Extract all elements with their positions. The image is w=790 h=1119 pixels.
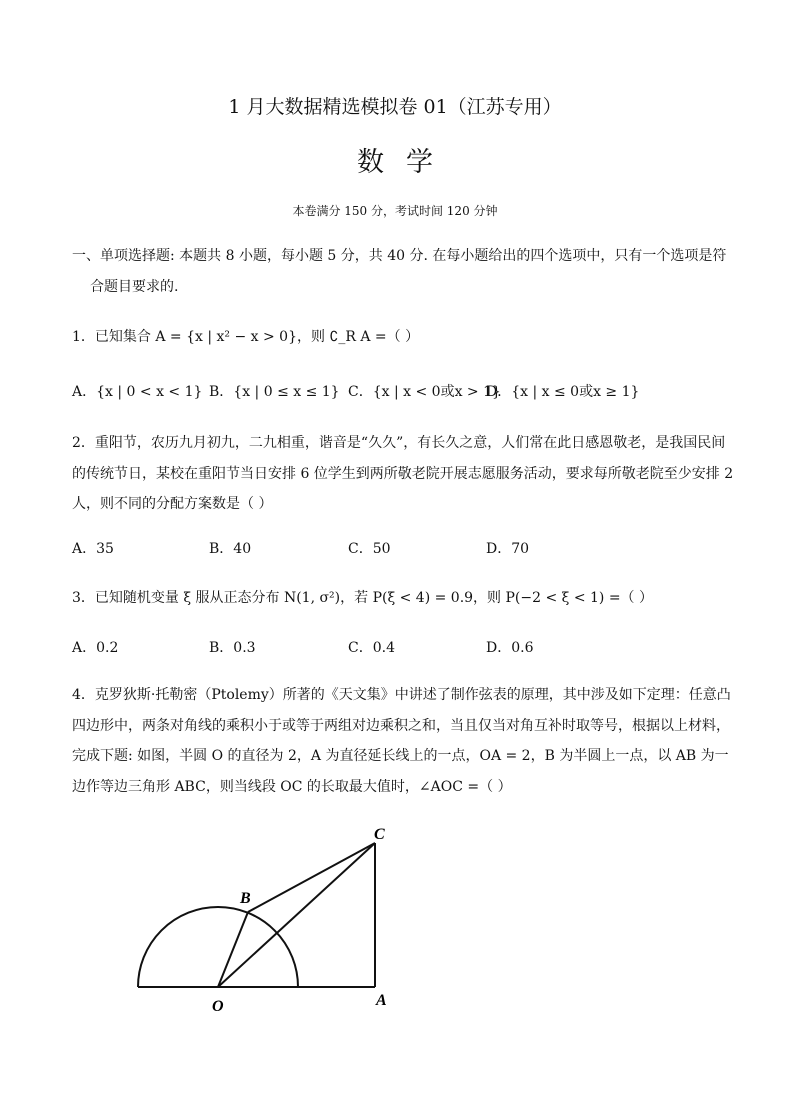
exam-title: 1 月大数据精选模拟卷 01（江苏专用） bbox=[228, 96, 562, 118]
question-3-option-b: B．0.3 bbox=[209, 640, 256, 656]
segment-ob bbox=[218, 912, 248, 987]
exam-info: 本卷满分 150 分，考试时间 120 分钟 bbox=[292, 204, 498, 218]
question-4-line1: 4．克罗狄斯·托勒密（Ptolemy）所著的《天文集》中讲述了制作弦表的原理，其中涉及如下定理：任意凸 bbox=[72, 687, 731, 703]
question-2-line1: 2．重阳节，农历九月初九，二九相重，谐音是“久久”，有长久之意，人们常在此日感恩敬老，是我国民间 bbox=[72, 435, 726, 451]
semicircle bbox=[138, 907, 298, 987]
question-2-option-d: D．70 bbox=[486, 541, 530, 557]
question-2-option-b: B．40 bbox=[209, 541, 252, 557]
segment-oc bbox=[218, 843, 375, 987]
section-heading-line2: 合题目要求的. bbox=[90, 279, 179, 295]
section-heading-line1: 一、单项选择题: 本题共 8 小题，每小题 5 分，共 40 分. 在每小题给出的四个选项中，只有一个选项是符 bbox=[72, 248, 727, 264]
geometry-figure bbox=[120, 815, 420, 1020]
question-1-option-d: D．{x | x ≤ 0或x ≥ 1} bbox=[486, 384, 640, 400]
question-1-option-a: A．{x | 0 < x < 1} bbox=[72, 384, 203, 400]
question-2-line3: 人，则不同的分配方案数是（ ） bbox=[72, 496, 273, 512]
subject-heading: 数学 bbox=[357, 147, 455, 178]
question-1-option-c: C．{x | x < 0或x > 1} bbox=[348, 384, 501, 400]
question-4-line2: 四边形中，两条对角线的乘积小于或等于两组对边乘积之和，当且仅当对角互补时取等号，根据以上材料， bbox=[72, 718, 730, 734]
question-3-option-a: A．0.2 bbox=[72, 640, 119, 656]
label-a: A bbox=[376, 992, 387, 1009]
question-1-stem: 1．已知集合 A = {x | x² − x > 0}，则 ∁_R A =（ ） bbox=[72, 329, 420, 345]
question-1-option-b: B．{x | 0 ≤ x ≤ 1} bbox=[209, 384, 340, 400]
label-c: C bbox=[374, 826, 385, 843]
question-3-option-c: C．0.4 bbox=[348, 640, 395, 656]
question-4-line4: 边作等边三角形 ABC，则当线段 OC 的长取最大值时，∠AOC =（ ） bbox=[72, 779, 512, 795]
question-3-option-d: D．0.6 bbox=[486, 640, 534, 656]
question-2-option-a: A．35 bbox=[72, 541, 114, 557]
label-b: B bbox=[240, 890, 251, 907]
question-2-option-c: C．50 bbox=[348, 541, 391, 557]
question-2-line2: 的传统节日，某校在重阳节当日安排 6 位学生到两所敬老院开展志愿服务活动，要求每所敬老院至少安排 2 bbox=[72, 466, 734, 482]
question-3-stem: 3．已知随机变量 ξ 服从正态分布 N(1, σ²)，若 P(ξ < 4) = 0.9，则 P(−2 < ξ < 1) =（ ） bbox=[72, 590, 653, 606]
question-4-line3: 完成下题: 如图，半圆 O 的直径为 2，A 为直径延长线上的一点，OA = 2，B 为半圆上一点，以 AB 为一 bbox=[72, 748, 729, 764]
label-o: O bbox=[212, 998, 224, 1015]
